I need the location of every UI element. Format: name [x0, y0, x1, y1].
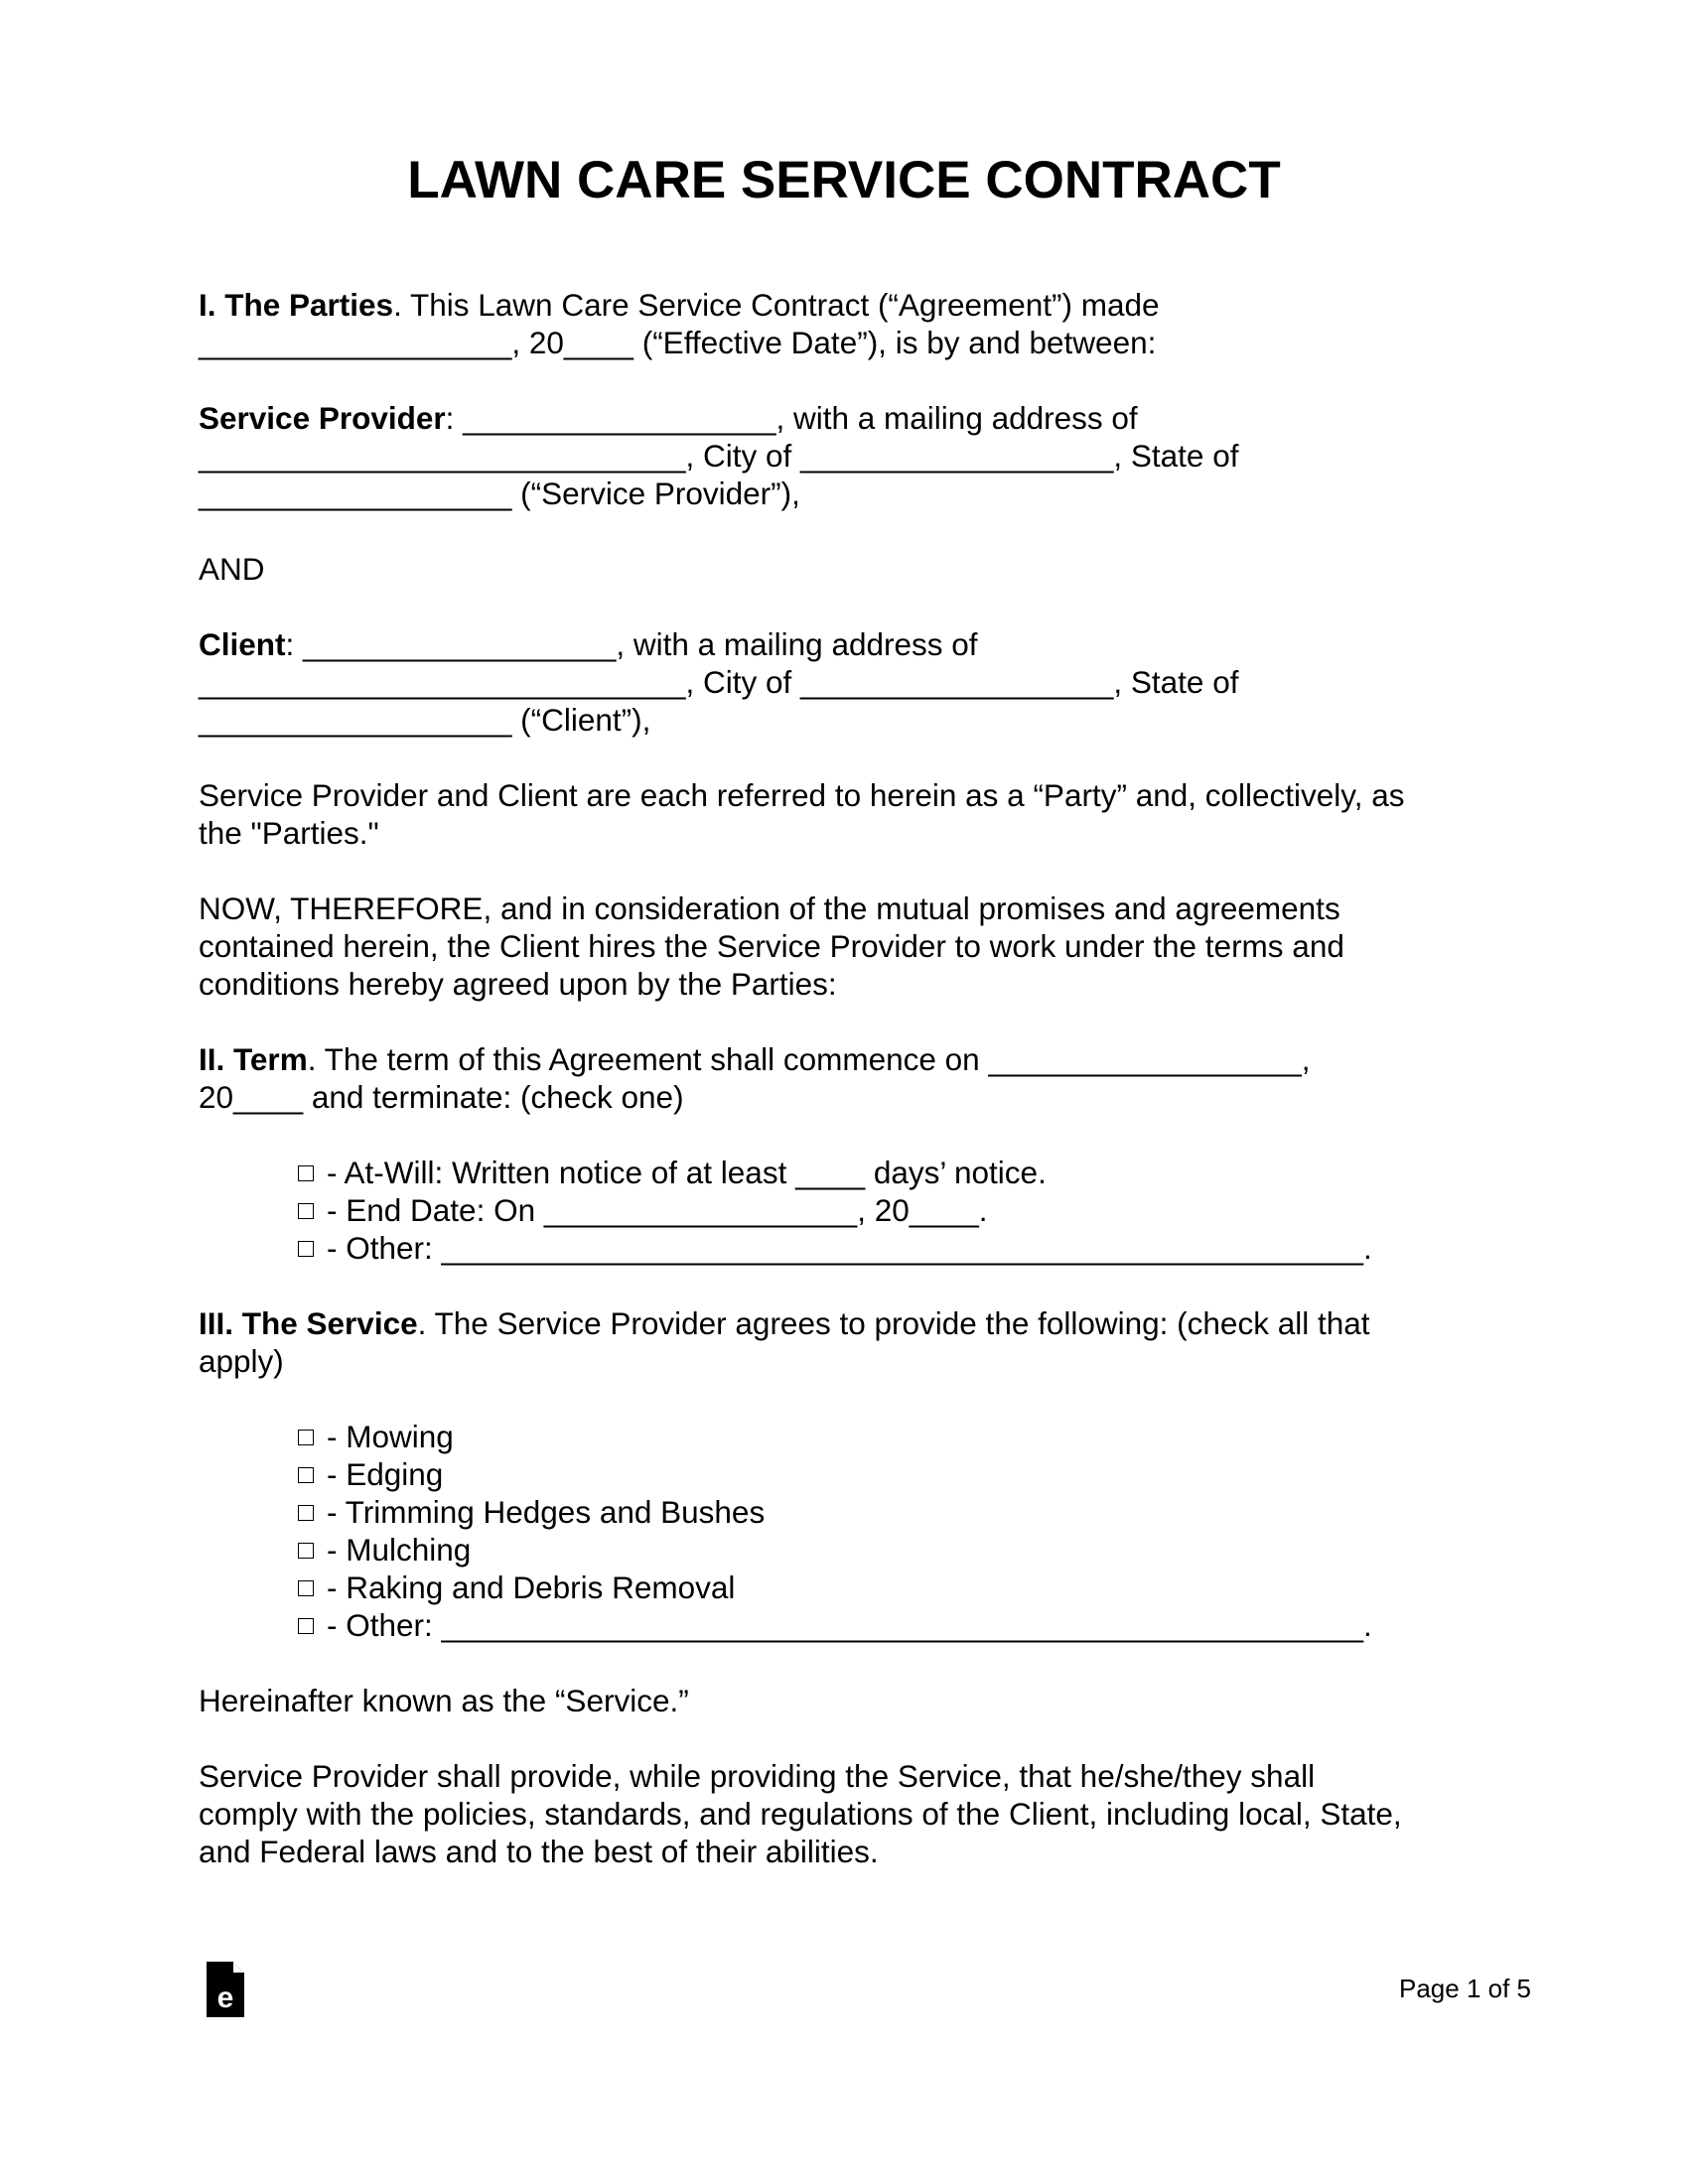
document-title: LAWN CARE SERVICE CONTRACT: [407, 151, 1281, 209]
service-provider-block: [199, 399, 1509, 512]
term-section: [199, 1040, 1509, 1116]
parties-section: [199, 286, 1509, 361]
and-separator: AND: [199, 551, 265, 587]
service-line-1: III. The Service. The Service Provider agrees to provide the following: (check all that: [199, 1305, 1370, 1341]
service-provider-line-3: __________________ (“Service Provider”),: [199, 476, 800, 511]
client-line-1: Client: __________________, with a mailing address of: [199, 626, 978, 662]
service-option-mowing: - Mowing: [298, 1418, 1509, 1455]
parties-line-1: I. The Parties. This Lawn Care Service Contract (“Agreement”) made: [199, 287, 1160, 323]
service-compliance: Service Provider shall provide, while providing the Service, that he/she/they shall comply with the policies, standards, and regulations of the Client, including local, State, and Federal laws and to the best of their abilities.: [199, 1758, 1402, 1869]
now-therefore-clause: NOW, THEREFORE, and in consideration of the mutual promises and agreements contained herein, the Client hires the Service Provider to work under the terms and conditions hereby agreed upon by the Parties:: [199, 890, 1344, 1002]
client-line-2: ____________________________, City of __________________, State of: [199, 664, 1239, 700]
mulching-checkbox[interactable]: [298, 1543, 314, 1559]
service-option-other: - Other: _____________________________________________________.: [298, 1606, 1509, 1644]
page-number: Page 1 of 5: [1399, 1974, 1531, 2003]
service-known-as: Hereinafter known as the “Service.”: [199, 1683, 689, 1718]
term-options: [298, 1154, 1509, 1267]
service-heading: III. The Service: [199, 1305, 418, 1341]
term-option-end-date: - End Date: On __________________, 20____.: [298, 1191, 1509, 1229]
end-date-checkbox[interactable]: [298, 1203, 314, 1219]
service-provider-line-1: Service Provider: __________________, with a mailing address of: [199, 400, 1138, 436]
term-line-2: 20____ and terminate: (check one): [199, 1079, 684, 1115]
client-block: [199, 625, 1509, 739]
contract-body: [199, 286, 1509, 1908]
raking-checkbox[interactable]: [298, 1580, 314, 1596]
service-option-mulching: - Mulching: [298, 1531, 1509, 1569]
term-heading: II. Term: [199, 1041, 308, 1077]
service-option-raking: - Raking and Debris Removal: [298, 1569, 1509, 1606]
party-definition: Service Provider and Client are each referred to herein as a “Party” and, collectively, as the "Parties.": [199, 777, 1405, 851]
term-other-checkbox[interactable]: [298, 1241, 314, 1257]
parties-line-2: __________________, 20____ (“Effective Date”), is by and between:: [199, 325, 1157, 360]
service-provider-line-2: ____________________________, City of __________________, State of: [199, 438, 1239, 474]
term-line-1: II. Term. The term of this Agreement shall commence on __________________,: [199, 1041, 1311, 1077]
client-label: Client: [199, 626, 286, 662]
service-other-checkbox[interactable]: [298, 1618, 314, 1634]
mowing-checkbox[interactable]: [298, 1430, 314, 1445]
service-options: [298, 1418, 1509, 1644]
service-option-edging: - Edging: [298, 1455, 1509, 1493]
term-option-at-will: - At-Will: Written notice of at least ____ days’ notice.: [298, 1154, 1509, 1191]
eforms-logo-icon: [207, 1962, 244, 2017]
parties-heading: I. The Parties: [199, 287, 394, 323]
service-line-2: apply): [199, 1343, 284, 1379]
service-option-trimming: - Trimming Hedges and Bushes: [298, 1493, 1509, 1531]
at-will-checkbox[interactable]: [298, 1165, 314, 1181]
client-line-3: __________________ (“Client”),: [199, 702, 651, 738]
service-provider-label: Service Provider: [199, 400, 446, 436]
edging-checkbox[interactable]: [298, 1467, 314, 1483]
term-option-other: - Other: _____________________________________________________.: [298, 1229, 1509, 1267]
trimming-checkbox[interactable]: [298, 1505, 314, 1521]
service-section: [199, 1304, 1509, 1380]
svg-text:e: e: [216, 1981, 234, 2014]
